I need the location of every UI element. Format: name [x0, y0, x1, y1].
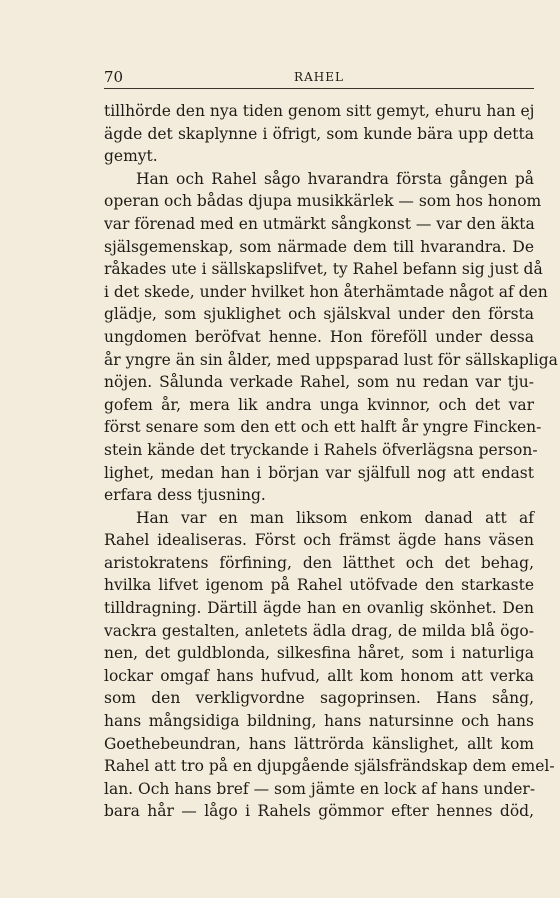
text-line: tillhörde den nya tiden genom sitt gemyt, ehuru han ej: [104, 102, 535, 120]
text-line: nöjen. Sålunda verkade Rahel, som nu redan var tju-: [104, 373, 534, 392]
text-line: lockar omgaf hans hufvud, allt kom honom att verka: [104, 666, 534, 685]
text-line: lan. Och hans bref — som jämte en lock af hans under-: [104, 779, 536, 798]
text-line: Rahel idealiseras. Först och främst ägde hans väsen: [104, 531, 534, 550]
text-line: vackra gestalten, anletets ädla drag, de milda blå ögo-: [104, 621, 534, 640]
text-line: operan och bådas djupa musikkärlek — som hos honom: [104, 192, 542, 211]
page-header: [104, 66, 534, 89]
text-line: hvilka lifvet igenom på Rahel utöfvade den starkaste: [104, 576, 534, 595]
text-line: själsgemenskap, som närmade dem till hvarandra. De: [104, 237, 534, 256]
text-line: Han och Rahel sågo hvarandra första gången på: [136, 169, 534, 188]
text-line: råkades ute i sällskapslifvet, ty Rahel befann sig just då: [104, 260, 543, 279]
text-line: lighet, medan han i början var själfull nog att endast: [104, 463, 534, 482]
text-line: aristokratens förfining, den lätthet och det behag,: [104, 553, 534, 572]
body-text: [104, 100, 558, 823]
text-line: var förenad med en utmärkt sångkonst — var den äkta: [104, 214, 535, 233]
text-line: stein kände det tryckande i Rahels öfverlägsna person-: [104, 440, 538, 459]
text-line: hans mångsidiga bildning, hans natursinne och hans: [104, 712, 534, 731]
text-line: år yngre än sin ålder, med uppsparad lust för sällskapliga: [104, 350, 558, 369]
text-line: tilldragning. Därtill ägde han en ovanlig skönhet. Den: [104, 599, 534, 618]
text-line: först senare som den ett och ett halft år yngre Fincken-: [104, 418, 542, 437]
text-line: gemyt.: [104, 147, 158, 166]
text-line: i det skede, under hvilket hon återhämtade något af den: [104, 282, 548, 301]
text-line: nen, det guldblonda, silkesfina håret, som i naturliga: [104, 644, 534, 663]
text-line: ägde det skaplynne i öfrigt, som kunde bära upp detta: [104, 124, 534, 143]
text-line: Goethebeundran, hans lättrörda känslighet, allt kom: [104, 734, 534, 753]
text-line: glädje, som sjuklighet och själskval under den första: [104, 305, 534, 324]
running-title: RAHEL: [294, 70, 344, 84]
text-line: gofem år, mera lik andra unga kvinnor, och det var: [104, 395, 534, 414]
text-line: Rahel att tro på en djupgående själsfrändskap dem emel-: [104, 757, 555, 776]
text-line: ungdomen beröfvat henne. Hon föreföll under dessa: [104, 327, 534, 346]
text-line: som den verkligvordne sagoprinsen. Hans sång,: [104, 689, 534, 708]
text-line: erfara dess tjusning.: [104, 486, 266, 505]
page-number: 70: [104, 68, 124, 86]
text-line: bara hår — lågo i Rahels gömmor efter hennes död,: [104, 802, 534, 821]
text-line: Han var en man liksom enkom danad att af: [136, 508, 534, 527]
